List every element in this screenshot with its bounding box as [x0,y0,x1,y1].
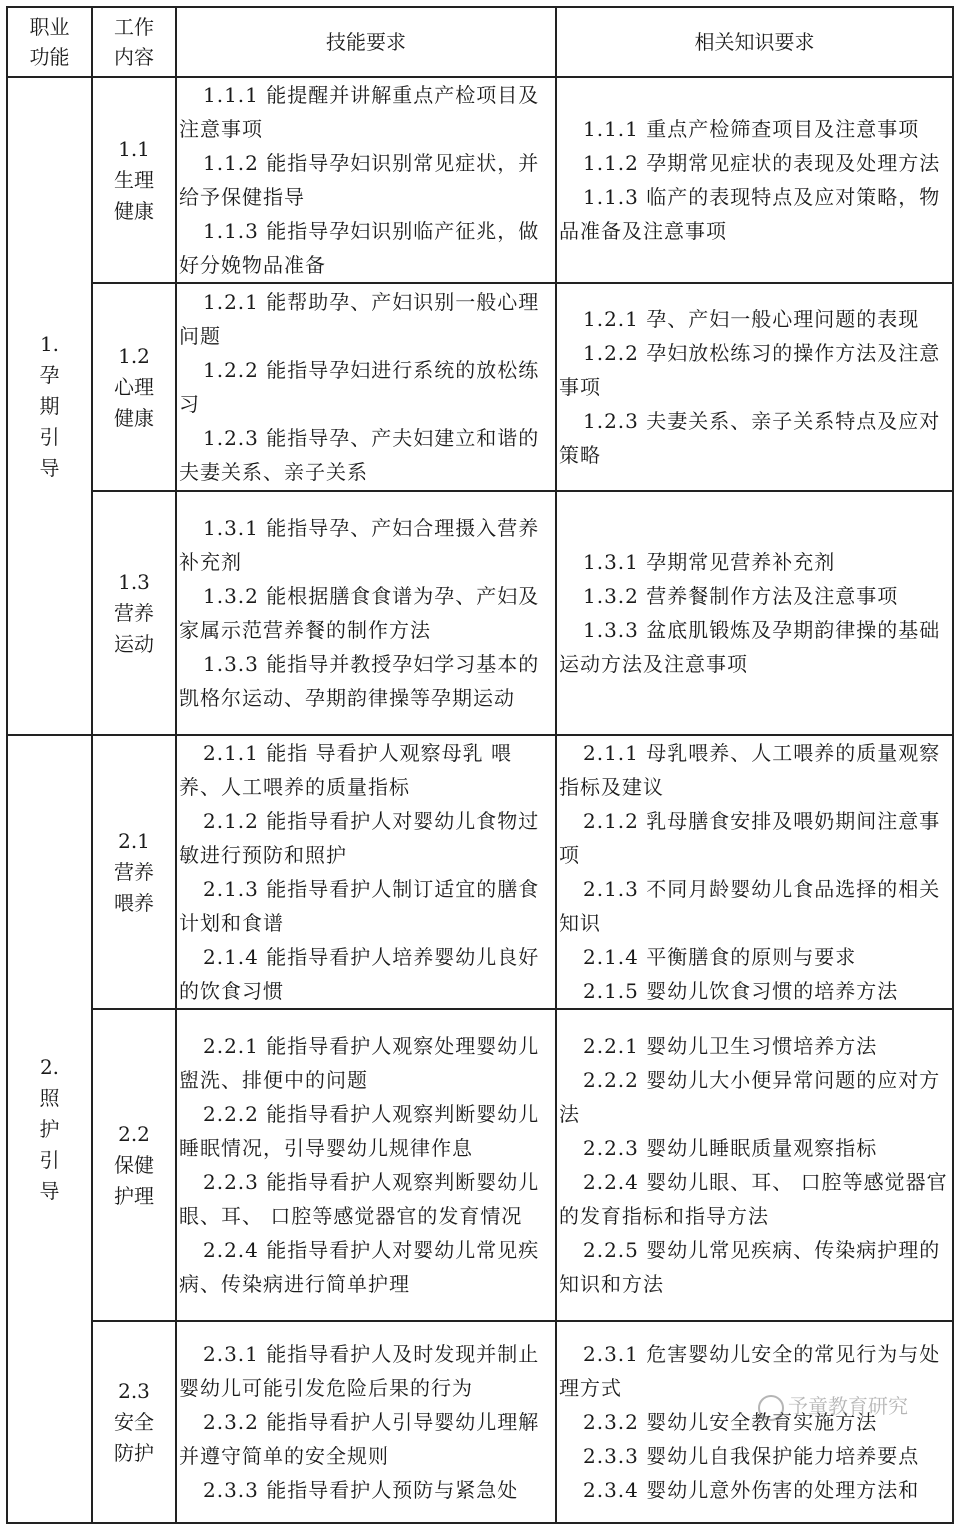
table-row [7,283,953,491]
skill-item: 2.3.1 能指导看护人及时发现并制止婴幼儿可能引发危险后果的行为 [179,1342,540,1400]
skill-item: 1.2.3 能指导孕、产夫妇建立和谐的夫妻关系、亲子关系 [179,426,540,484]
knowledge-item: 2.2.5 婴幼儿常见疾病、传染病护理的知识和方法 [559,1238,941,1296]
knowledge-item: 1.1.1 重点产检筛查项目及注意事项 [583,117,920,141]
skill-item: 2.1.2 能指导看护人对婴幼儿食物过敏进行预防和照护 [179,809,540,867]
knowledge-cell [556,735,953,1009]
skill-item: 2.1.1 能指 导看护人观察母乳 喂养、人工喂养的质量指标 [179,741,512,799]
skills-cell [176,491,556,735]
knowledge-item: 1.1.2 孕期常见症状的表现及处理方法 [583,151,941,175]
skill-item: 2.3.2 能指导看护人引导婴幼儿理解并遵守简单的安全规则 [179,1410,540,1468]
skill-item: 2.1.3 能指导看护人制订适宜的膳食计划和食谱 [179,877,540,935]
knowledge-item: 2.1.5 婴幼儿饮食习惯的培养方法 [583,979,899,1003]
knowledge-item: 2.2.1 婴幼儿卫生习惯培养方法 [583,1034,878,1058]
occupation-standard-table [6,6,954,1524]
skill-item: 1.2.2 能指导孕妇进行系统的放松练习 [179,358,540,416]
header-skill-requirements: 技能要求 [176,7,556,77]
knowledge-item: 2.3.1 危害婴幼儿安全的常见行为与处理方式 [559,1342,941,1400]
knowledge-cell [556,283,953,491]
knowledge-item: 2.2.2 婴幼儿大小便异常问题的应对方法 [559,1068,941,1126]
knowledge-item: 1.1.3 临产的表现特点及应对策略，物品准备及注意事项 [559,185,941,243]
skills-cell [176,283,556,491]
skills-cell [176,735,556,1009]
knowledge-cell [556,1009,953,1321]
skill-item: 1.3.3 能指导并教授孕妇学习基本的凯格尔运动、孕期韵律操等孕期运动 [179,652,540,710]
header-work-content: 工作 内容 [92,7,176,77]
knowledge-cell [556,1321,953,1523]
watermark-text: 予童教育研究 [788,1394,908,1418]
skills-cell [176,1009,556,1321]
skill-item: 1.1.3 能指导孕妇识别临产征兆，做好分娩物品准备 [179,219,540,277]
knowledge-item: 2.3.2 婴幼儿安全教育实施方法 [583,1410,878,1434]
table-row [7,77,953,283]
work-content-cell: 2.2 保健 护理 [92,1009,176,1321]
knowledge-item: 1.3.2 营养餐制作方法及注意事项 [583,584,899,608]
skill-item: 1.2.1 能帮助孕、产妇识别一般心理问题 [179,290,540,348]
knowledge-item: 2.3.4 婴幼儿意外伤害的处理方法和 [583,1478,920,1502]
knowledge-item: 1.2.3 夫妻关系、亲子关系特点及应对策略 [559,409,941,467]
knowledge-item: 2.2.4 婴幼儿眼、耳、 口腔等感觉器官的发育指标和指导方法 [559,1170,948,1228]
knowledge-item: 1.2.2 孕妇放松练习的操作方法及注意事项 [559,341,941,399]
work-content-cell: 1.2 心理 健康 [92,283,176,491]
skill-item: 1.3.1 能指导孕、产妇合理摄入营养补充剂 [179,516,540,574]
skill-item: 1.1.2 能指导孕妇识别常见症状，并给予保健指导 [179,151,540,209]
function-cell: 2. 照 护 引 导 [7,735,92,1523]
skill-item: 1.3.2 能根据膳食食谱为孕、产妇及家属示范营养餐的制作方法 [179,584,540,642]
header-function: 职业 功能 [7,7,92,77]
knowledge-item: 2.3.3 婴幼儿自我保护能力培养要点 [583,1444,920,1468]
knowledge-item: 2.1.2 乳母膳食安排及喂奶期间注意事项 [559,809,941,867]
knowledge-item: 2.2.3 婴幼儿睡眠质量观察指标 [583,1136,878,1160]
work-content-cell: 1.3 营养 运动 [92,491,176,735]
skill-item: 2.3.3 能指导看护人预防与紧急处 [203,1478,519,1502]
table-row [7,1321,953,1523]
knowledge-item: 1.3.3 盆底肌锻炼及孕期韵律操的基础运动方法及注意事项 [559,618,941,676]
knowledge-item: 2.1.1 母乳喂养、人工喂养的质量观察指标及建议 [559,741,941,799]
skill-item: 2.2.4 能指导看护人对婴幼儿常见疾病、传染病进行简单护理 [179,1238,540,1296]
knowledge-cell [556,77,953,283]
table-row [7,1009,953,1321]
skill-item: 1.1.1 能提醒并讲解重点产检项目及注意事项 [179,83,540,141]
skill-item: 2.2.2 能指导看护人观察判断婴幼儿睡眠情况，引导婴幼儿规律作息 [179,1102,540,1160]
knowledge-item: 1.2.1 孕、产妇一般心理问题的表现 [583,307,920,331]
table-row [7,491,953,735]
watermark [758,1390,908,1421]
skill-item: 2.2.3 能指导看护人观察判断婴幼儿眼、耳、 口腔等感觉器官的发育情况 [179,1170,540,1228]
header-row [7,7,953,77]
wechat-icon [758,1395,784,1421]
work-content-cell: 2.1 营养 喂养 [92,735,176,1009]
knowledge-cell [556,491,953,735]
table-row [7,735,953,1009]
skills-cell [176,1321,556,1523]
skills-cell [176,77,556,283]
knowledge-item: 1.3.1 孕期常见营养补充剂 [583,550,836,574]
knowledge-item: 2.1.3 不同月龄婴幼儿食品选择的相关知识 [559,877,941,935]
work-content-cell: 2.3 安全 防护 [92,1321,176,1523]
skill-item: 2.1.4 能指导看护人培养婴幼儿良好的饮食习惯 [179,945,540,1003]
work-content-cell: 1.1 生理 健康 [92,77,176,283]
function-cell: 1. 孕 期 引 导 [7,77,92,735]
skill-item: 2.2.1 能指导看护人观察处理婴幼儿盥洗、排便中的问题 [179,1034,540,1092]
knowledge-item: 2.1.4 平衡膳食的原则与要求 [583,945,857,969]
header-knowledge-requirements: 相关知识要求 [556,7,953,77]
